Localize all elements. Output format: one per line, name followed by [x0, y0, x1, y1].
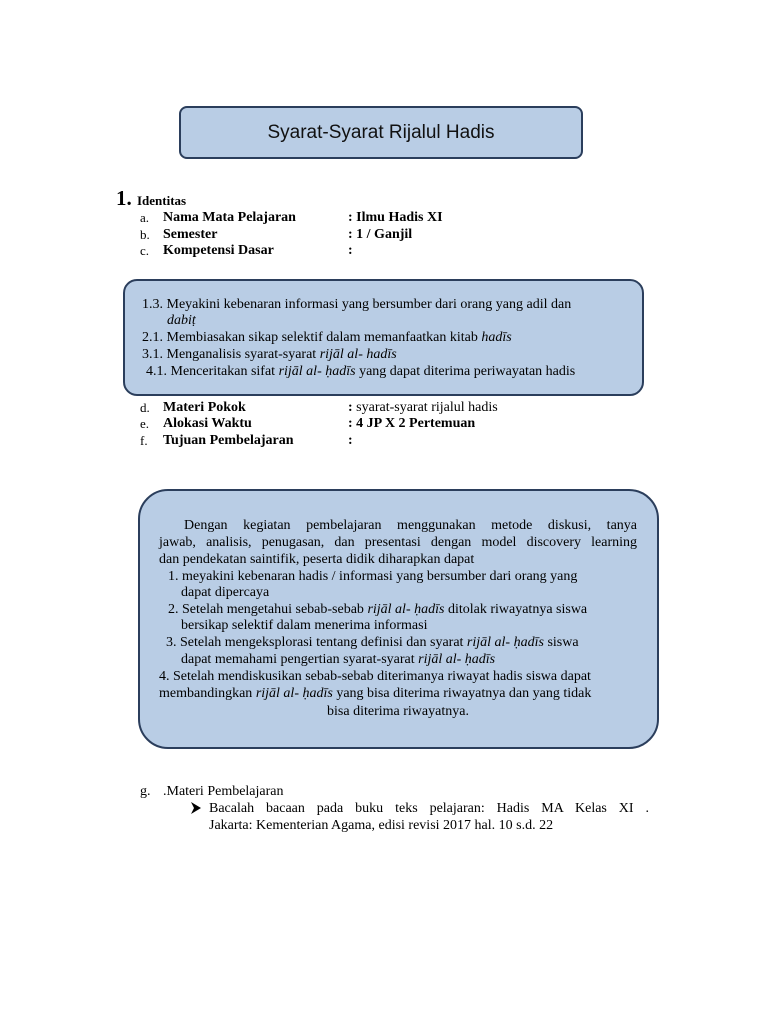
kd-item-3: [142, 347, 397, 363]
materi-line-1: Bacalah bacaan pada buku teks pelajaran: Hadis MA Kelas XI .: [209, 801, 649, 816]
row-label: Nama Mata Pelajaran: [163, 210, 296, 225]
identitas-row-a: [0, 210, 768, 226]
tujuan-term: rijāl al- ḥadīs: [418, 652, 496, 667]
row-label: Materi Pokok: [163, 400, 246, 415]
page-title: Syarat-Syarat Rijalul Hadis: [267, 121, 495, 143]
tujuan-item-3: [166, 635, 579, 651]
kd-term: rijāl al- ḥadīs: [278, 364, 356, 379]
row-label: Kompetensi Dasar: [163, 243, 274, 258]
tujuan-text: 2. Setelah mengetahui sebab-sebab: [168, 602, 368, 617]
kd-text: 3.1. Menganalisis syarat-syarat: [142, 347, 320, 362]
identitas-row-e: [0, 416, 768, 432]
identitas-row-f: [0, 433, 768, 449]
row-letter: d.: [140, 400, 150, 415]
tujuan-item-4-end: bisa diterima riwayatnya.: [327, 704, 469, 719]
identitas-row-c: [0, 243, 768, 259]
tujuan-text: yang bisa diterima riwayatnya dan yang tidak: [332, 686, 592, 701]
kd-item-2: [142, 330, 512, 346]
kd-term: rijāl al- hadīs: [319, 347, 397, 362]
section-number: 1.: [116, 186, 132, 210]
tujuan-item-4: 4. Setelah mendiskusikan sebab-sebab diterimanya riwayat hadis siswa dapat: [159, 669, 591, 684]
identitas-row-d: [0, 400, 768, 416]
row-value: :: [348, 243, 353, 258]
row-letter: f.: [140, 433, 148, 448]
row-value: : Ilmu Hadis XI: [348, 210, 443, 225]
materi-line-2: Jakarta: Kementerian Agama, edisi revisi 2017 hal. 10 s.d. 22: [209, 818, 554, 833]
tujuan-para-line-2: jawab, analisis, penugasan, dan presentasi dengan model discovery learning: [159, 535, 637, 550]
row-value-text: syarat-syarat rijalul hadis: [356, 400, 498, 415]
row-label: Alokasi Waktu: [163, 416, 252, 431]
row-value: : 4 JP X 2 Pertemuan: [348, 416, 476, 431]
row-label: Tujuan Pembelajaran: [163, 433, 294, 448]
materi-title: .Materi Pembelajaran: [163, 784, 284, 799]
kd-item-1-cont: dabiṭ: [167, 313, 196, 328]
kd-text: yang dapat diterima periwayatan hadis: [355, 364, 576, 379]
kd-item-4: [146, 364, 575, 380]
tujuan-text: siswa: [543, 635, 579, 650]
kd-term: hadīs: [481, 330, 512, 345]
row-label: Semester: [163, 227, 218, 242]
tujuan-para-line-3: dan pendekatan saintifik, peserta didik diharapkan dapat: [159, 552, 475, 567]
row-letter: e.: [140, 416, 150, 431]
tujuan-item-2-cont: bersikap selektif dalam menerima informasi: [181, 618, 428, 633]
tujuan-term: rijāl al- ḥadīs: [367, 602, 445, 617]
tujuan-item-2: [168, 602, 587, 618]
tujuan-item-1-cont: dapat dipercaya: [181, 585, 270, 600]
tujuan-term: rijāl al- ḥadīs: [466, 635, 544, 650]
tujuan-text: 3. Setelah mengeksplorasi tentang definisi dan syarat: [166, 635, 467, 650]
row-value: :: [348, 433, 353, 448]
row-value: [348, 400, 498, 416]
row-letter: c.: [140, 243, 150, 258]
kd-item-1: 1.3. Meyakini kebenaran informasi yang bersumber dari orang yang adil dan: [142, 297, 572, 312]
tujuan-item-1: 1. meyakini kebenaran hadis / informasi yang bersumber dari orang yang: [168, 569, 578, 584]
tujuan-term: rijāl al- ḥadīs: [255, 686, 333, 701]
row-colon: :: [348, 400, 357, 415]
materi-letter: g.: [140, 784, 151, 799]
tujuan-text: dapat memahami pengertian syarat-syarat: [181, 652, 419, 667]
row-value: : 1 / Ganjil: [348, 227, 413, 242]
tujuan-item-3-cont: [181, 652, 495, 668]
tujuan-para-line-1: Dengan kegiatan pembelajaran menggunakan metode diskusi, tanya: [184, 518, 637, 533]
tujuan-text: ditolak riwayatnya siswa: [444, 602, 588, 617]
title-box: [179, 106, 583, 159]
tujuan-item-4-cont: [159, 686, 591, 702]
row-letter: b.: [140, 227, 150, 242]
kd-text: 4.1. Menceritakan sifat: [146, 364, 279, 379]
identitas-row-b: [0, 227, 768, 243]
arrow-bullet-icon: [190, 801, 202, 815]
kd-text: 2.1. Membiasakan sikap selektif dalam memanfaatkan kitab: [142, 330, 482, 345]
row-letter: a.: [140, 210, 150, 225]
section-title: Identitas: [137, 193, 187, 208]
tujuan-text: membandingkan: [159, 686, 256, 701]
